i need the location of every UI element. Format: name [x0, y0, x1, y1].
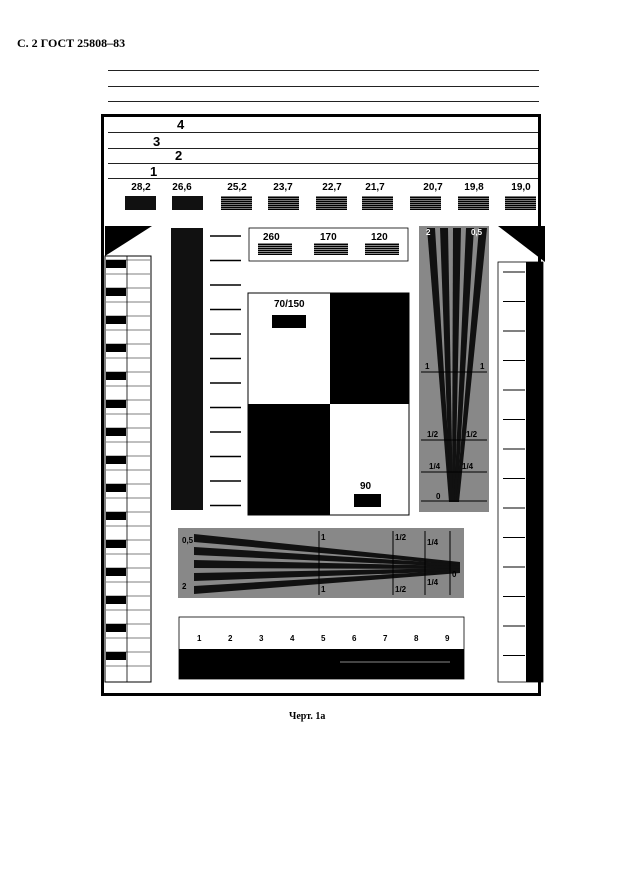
hfan-label: 0,5 [182, 536, 194, 545]
checker-block [106, 456, 126, 464]
vfan-label: 1/2 [466, 430, 478, 439]
checker-block [106, 288, 126, 296]
page-header: С. 2 ГОСТ 25808–83 [17, 36, 126, 50]
vfan-label: 1 [480, 362, 485, 371]
vfan-label: 1 [425, 362, 430, 371]
checker-block [106, 316, 126, 324]
checker-block [106, 260, 126, 268]
level-label-1: 1 [150, 164, 158, 179]
res-label: 260 [263, 232, 280, 243]
checker-block [106, 652, 126, 660]
scale-label: 6 [352, 634, 357, 643]
scale-label: 4 [290, 634, 295, 643]
patch-label: 25,2 [227, 182, 247, 193]
checker-block [106, 512, 126, 520]
scale-label: 5 [321, 634, 326, 643]
level-label-4: 4 [177, 117, 185, 132]
scale-label: 1 [197, 634, 202, 643]
level-label-3: 3 [153, 134, 161, 149]
checker-block [106, 484, 126, 492]
vfan-label: 0,5 [471, 228, 483, 237]
hfan-label: 1 [321, 585, 326, 594]
hfan-label: 1/4 [427, 578, 439, 587]
scale-label: 7 [383, 634, 388, 643]
center-top-label: 70/150 [274, 299, 305, 310]
checker-block [106, 624, 126, 632]
checker-block [106, 540, 126, 548]
vfan-label: 2 [426, 228, 431, 237]
hfan-label: 1 [321, 533, 326, 542]
patch-label: 26,6 [172, 182, 192, 193]
checker-block [106, 596, 126, 604]
checker-block [106, 344, 126, 352]
scale-label: 9 [445, 634, 450, 643]
checker-block [106, 428, 126, 436]
figure-caption: Черт. 1а [289, 711, 326, 722]
hfan-label: 1/4 [427, 538, 439, 547]
hfan-label: 1/2 [395, 533, 407, 542]
checker-block [106, 400, 126, 408]
center-bottom-label: 90 [360, 481, 372, 492]
checker-block [106, 372, 126, 380]
checker-block [106, 568, 126, 576]
vfan-label: 1/4 [462, 462, 474, 471]
vfan-label: 0 [436, 492, 441, 501]
level-label-2: 2 [175, 148, 183, 163]
scale-label: 2 [228, 634, 233, 643]
res-label: 170 [320, 232, 337, 243]
patch-label: 28,2 [131, 182, 151, 193]
patch-label: 23,7 [273, 182, 293, 193]
patch-label: 19,8 [464, 182, 484, 193]
patch-label: 21,7 [365, 182, 385, 193]
patch-label: 20,7 [423, 182, 443, 193]
res-label: 120 [371, 232, 388, 243]
hfan-label: 2 [182, 582, 187, 591]
scale-label: 3 [259, 634, 264, 643]
patch-label: 22,7 [322, 182, 342, 193]
vfan-label: 1/4 [429, 462, 441, 471]
scale-label: 8 [414, 634, 419, 643]
hfan-label: 1/2 [395, 585, 407, 594]
hfan-label: 0 [452, 570, 457, 579]
patch-label: 19,0 [511, 182, 531, 193]
vfan-label: 1/2 [427, 430, 439, 439]
